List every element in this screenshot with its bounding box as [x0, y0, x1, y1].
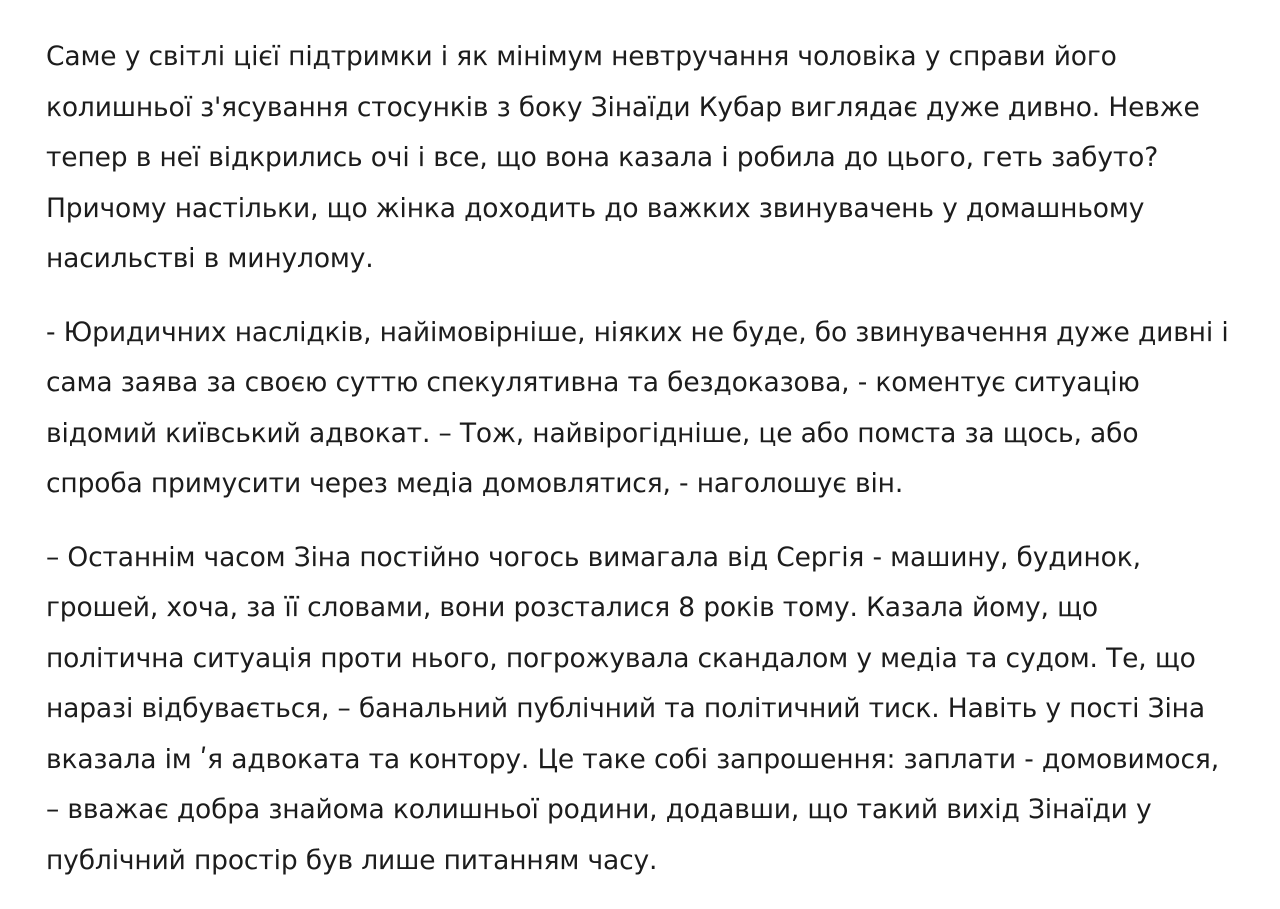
- paragraph-1: [46, 32, 1271, 285]
- text-line: грошей, хоча, за її словами, вони розсталися 8 років тому. Казала йому, що: [46, 592, 1098, 623]
- text-line: сама заява за своєю суттю спекулятивна та бездоказова, - коментує ситуацію: [46, 367, 1140, 398]
- paragraph-2: [46, 308, 1271, 510]
- text-line: відомий київський адвокат. – Тож, найвірогідніше, це або помста за щось, або: [46, 417, 1139, 449]
- text-line: Причому настільки, що жінка доходить до важких звинувачень у домашньому: [46, 192, 1145, 224]
- text-line: насильстві в минулому.: [46, 243, 374, 274]
- text-line: колишньої з'ясування стосунків з боку Зінаїди Кубар виглядає дуже дивно. Невже: [46, 91, 1200, 123]
- text-line: спроба примусити через медіа домовлятися, - наголошує він.: [46, 468, 904, 499]
- paragraph-3: [46, 533, 1271, 887]
- article-body: [46, 32, 1271, 909]
- text-line: - Юридичних наслідків, найімовірніше, ніяких не буде, бо звинувачення дуже дивні і: [46, 316, 1229, 348]
- text-line: Саме у світлі цієї підтримки і як мінімум невтручання чоловіка у справи його: [46, 41, 1117, 72]
- text-line: вказала ім ʹя адвоката та контору. Це таке собі запрошення: заплати - домовимося,: [46, 743, 1219, 775]
- text-line: публічний простір був лише питанням часу.: [46, 844, 658, 876]
- text-line: політична ситуація проти нього, погрожувала скандалом у медіа та судом. Те, що: [46, 642, 1196, 674]
- text-line: – вважає добра знайома колишньої родини, додавши, що такий вихід Зінаїди у: [46, 794, 1152, 825]
- text-line: – Останнім часом Зіна постійно чогось вимагала від Сергія - машину, будинок,: [46, 541, 1141, 573]
- text-line: наразі відбувається, – банальний публічний та політичний тиск. Навіть у пості Зіна: [46, 693, 1205, 724]
- text-line: тепер в неї відкрились очі і все, що вона казала і робила до цього, геть забуто?: [46, 142, 1159, 173]
